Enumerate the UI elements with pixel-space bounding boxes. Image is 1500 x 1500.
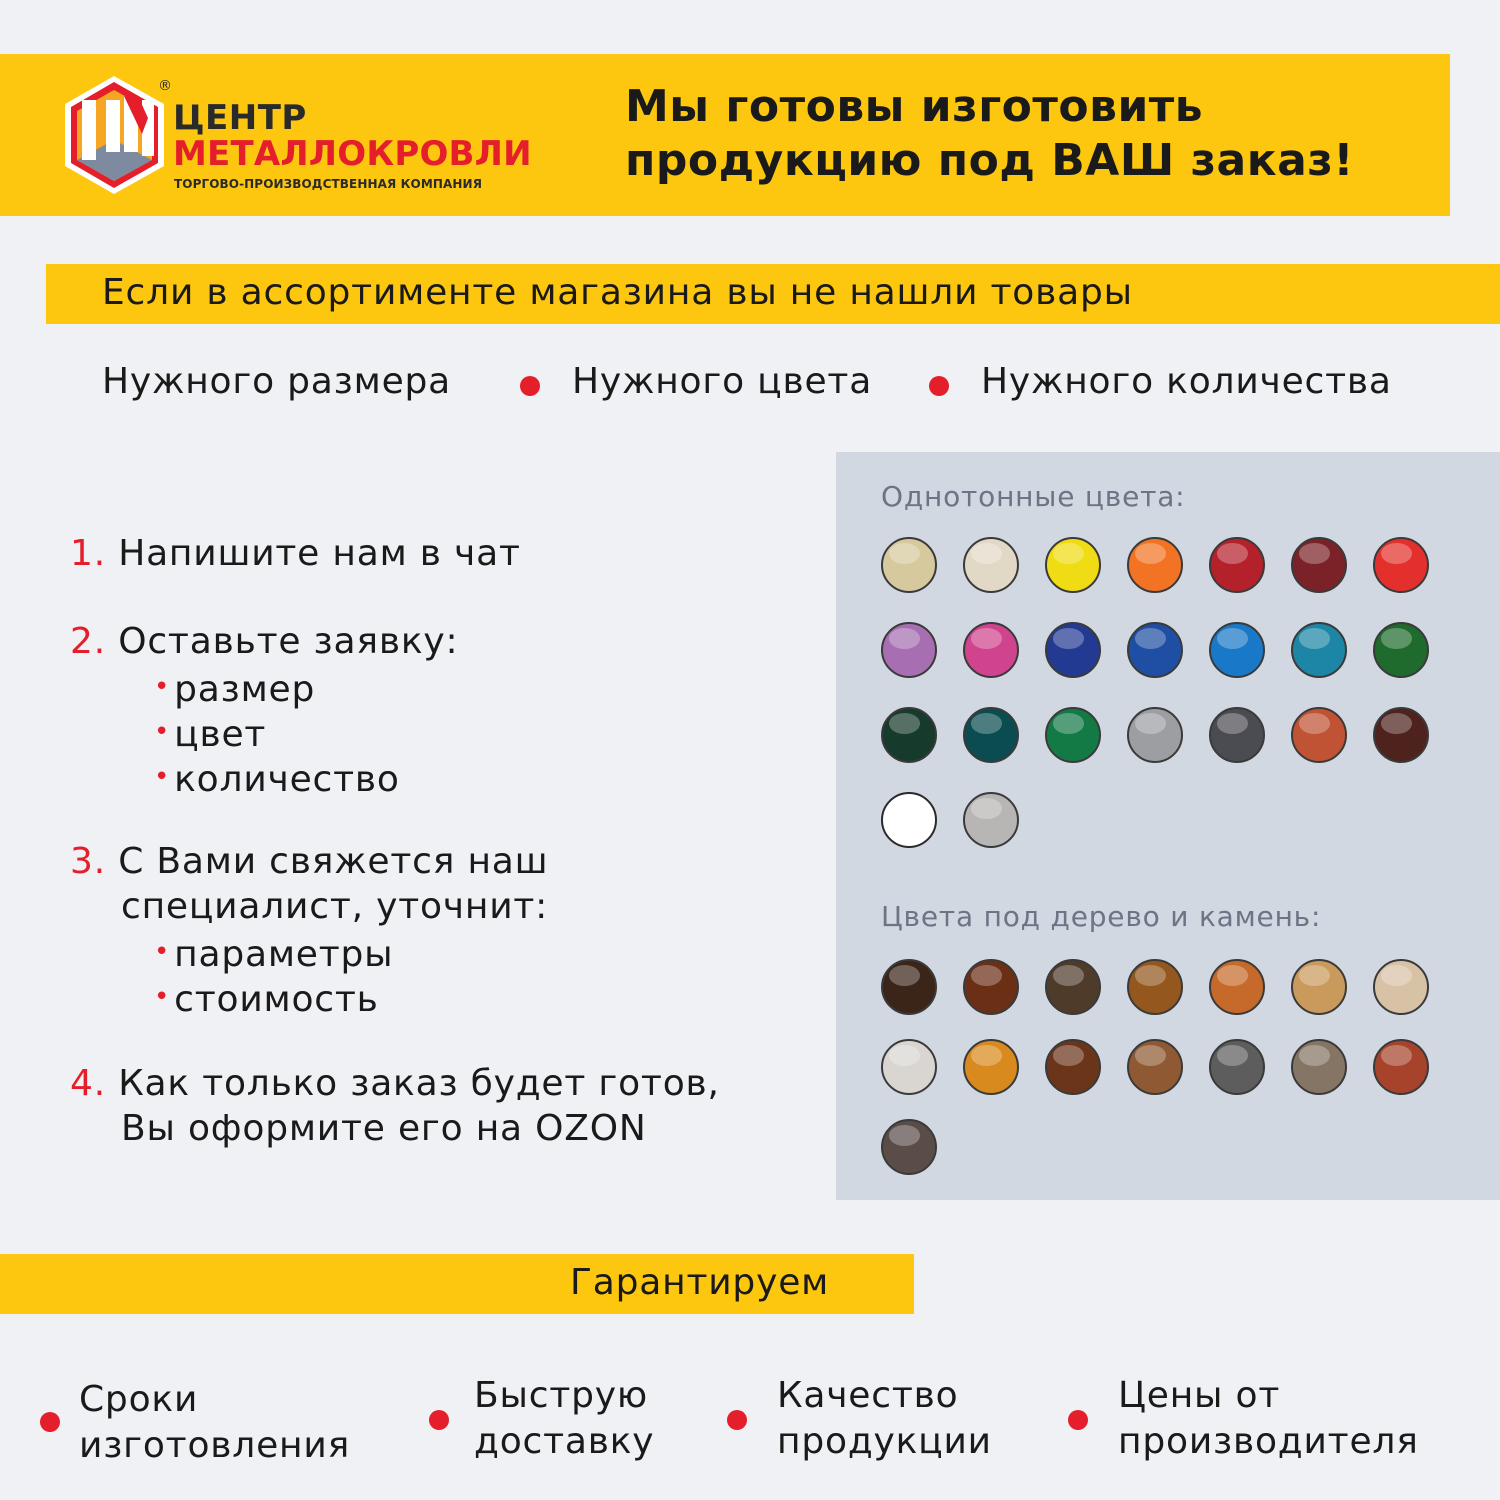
- step-2-bullet: [154, 665, 315, 712]
- solid-color-swatch-22: [881, 792, 937, 848]
- step-4-line2: Вы оформите его на OZON: [121, 1108, 647, 1149]
- step-4: [70, 1062, 720, 1106]
- texture-color-swatch-8: [881, 1039, 937, 1095]
- headline-line1: Мы готовы изготовить: [625, 81, 1204, 132]
- solid-color-swatch-6: [1291, 537, 1347, 593]
- guarantee-item-line1: Сроки: [79, 1379, 199, 1420]
- logo-registered-mark: ®: [158, 78, 172, 94]
- bullet-dot: [429, 1410, 449, 1430]
- solid-color-swatch-8: [881, 622, 937, 678]
- solid-color-swatch-3: [1045, 537, 1101, 593]
- solid-color-swatch-4: [1127, 537, 1183, 593]
- step-2-bullet: [154, 710, 266, 757]
- solid-color-swatch-7: [1373, 537, 1429, 593]
- solid-color-swatch-20: [1291, 707, 1347, 763]
- texture-color-swatch-10: [1045, 1039, 1101, 1095]
- guarantee-item: [474, 1373, 654, 1465]
- step-text: С Вами свяжется наш: [118, 841, 549, 882]
- texture-color-swatch-7: [1373, 959, 1429, 1015]
- solid-color-swatch-5: [1209, 537, 1265, 593]
- step-text: Как только заказ будет готов,: [118, 1063, 720, 1104]
- step-1: [70, 532, 521, 576]
- texture-color-swatch-11: [1127, 1039, 1183, 1095]
- guarantee-item-line2: продукции: [777, 1421, 992, 1462]
- step-text: Напишите нам в чат: [118, 533, 521, 574]
- color-palette-panel: [836, 452, 1500, 1200]
- texture-color-swatch-4: [1127, 959, 1183, 1015]
- solid-color-swatch-17: [1045, 707, 1101, 763]
- solid-color-swatch-11: [1127, 622, 1183, 678]
- solid-color-swatch-14: [1373, 622, 1429, 678]
- step-3-bullet: [154, 975, 379, 1022]
- solid-color-swatch-10: [1045, 622, 1101, 678]
- guarantee-item-line1: Качество: [777, 1375, 959, 1416]
- texture-color-swatch-15: [881, 1119, 937, 1175]
- criteria-quantity: Нужного количества: [981, 361, 1392, 402]
- bullet-text: размер: [174, 669, 316, 710]
- texture-color-swatch-14: [1373, 1039, 1429, 1095]
- step-3-line2: специалист, уточнит:: [121, 886, 549, 927]
- step-number: 4.: [70, 1063, 106, 1104]
- solid-color-swatch-21: [1373, 707, 1429, 763]
- guarantee-title: Гарантируем: [570, 1262, 830, 1303]
- solid-color-swatch-9: [963, 622, 1019, 678]
- bullet-dot: [40, 1412, 60, 1432]
- guarantee-item: [777, 1373, 992, 1465]
- solid-color-swatch-19: [1209, 707, 1265, 763]
- step-2-bullet: [154, 755, 400, 802]
- guarantee-item: [79, 1377, 350, 1469]
- texture-color-swatch-1: [881, 959, 937, 1015]
- bullet-dot: •: [154, 717, 171, 747]
- texture-colors-title: Цвета под дерево и камень:: [881, 900, 1322, 933]
- solid-color-swatch-12: [1209, 622, 1265, 678]
- guarantee-item: [1118, 1373, 1419, 1465]
- solid-color-swatch-1: [881, 537, 937, 593]
- step-3: [70, 840, 548, 884]
- bullet-dot: [520, 376, 540, 396]
- texture-color-swatch-9: [963, 1039, 1019, 1095]
- solid-color-swatch-16: [963, 707, 1019, 763]
- bullet-text: стоимость: [174, 979, 379, 1020]
- criteria-color: Нужного цвета: [572, 361, 873, 402]
- step-number: 2.: [70, 621, 106, 662]
- bullet-dot: •: [154, 937, 171, 967]
- bullet-text: цвет: [174, 714, 267, 755]
- solid-color-swatch-23: [963, 792, 1019, 848]
- solid-color-swatch-2: [963, 537, 1019, 593]
- step-number: 3.: [70, 841, 106, 882]
- step-2: [70, 620, 458, 664]
- texture-color-swatch-6: [1291, 959, 1347, 1015]
- subheading: Если в ассортименте магазина вы не нашли товары: [102, 272, 1133, 313]
- guarantee-item-line2: производителя: [1118, 1421, 1419, 1462]
- bullet-dot: [1068, 1410, 1088, 1430]
- solid-colors-title: Однотонные цвета:: [881, 480, 1186, 513]
- texture-color-swatch-12: [1209, 1039, 1265, 1095]
- logo-text-line3: ТОРГОВО-ПРОИЗВОДСТВЕННАЯ КОМПАНИЯ: [174, 177, 483, 191]
- step-number: 1.: [70, 533, 106, 574]
- texture-color-swatch-3: [1045, 959, 1101, 1015]
- logo-text-line2: МЕТАЛЛОКРОВЛИ: [173, 134, 532, 174]
- bullet-dot: •: [154, 762, 171, 792]
- bullet-text: параметры: [174, 934, 394, 975]
- bullet-dot: •: [154, 982, 171, 1012]
- texture-color-swatch-13: [1291, 1039, 1347, 1095]
- bullet-text: количество: [174, 759, 400, 800]
- guarantee-item-line1: Быструю: [474, 1375, 648, 1416]
- guarantee-item-line2: доставку: [474, 1421, 655, 1462]
- bullet-dot: •: [154, 672, 171, 702]
- guarantee-item-line1: Цены от: [1118, 1375, 1281, 1416]
- headline-line2: продукцию под ВАШ заказ!: [625, 135, 1354, 186]
- step-text: Оставьте заявку:: [118, 621, 459, 662]
- solid-color-swatch-18: [1127, 707, 1183, 763]
- texture-color-swatch-2: [963, 959, 1019, 1015]
- bullet-dot: [929, 376, 949, 396]
- bullet-dot: [727, 1410, 747, 1430]
- headline: [625, 80, 1354, 188]
- guarantee-item-line2: изготовления: [79, 1425, 351, 1466]
- company-logo-icon: [62, 74, 167, 196]
- logo-text-line1: ЦЕНТР: [173, 98, 307, 138]
- criteria-size: Нужного размера: [102, 361, 452, 402]
- solid-color-swatch-15: [881, 707, 937, 763]
- texture-color-swatch-5: [1209, 959, 1265, 1015]
- step-3-bullet: [154, 930, 393, 977]
- solid-color-swatch-13: [1291, 622, 1347, 678]
